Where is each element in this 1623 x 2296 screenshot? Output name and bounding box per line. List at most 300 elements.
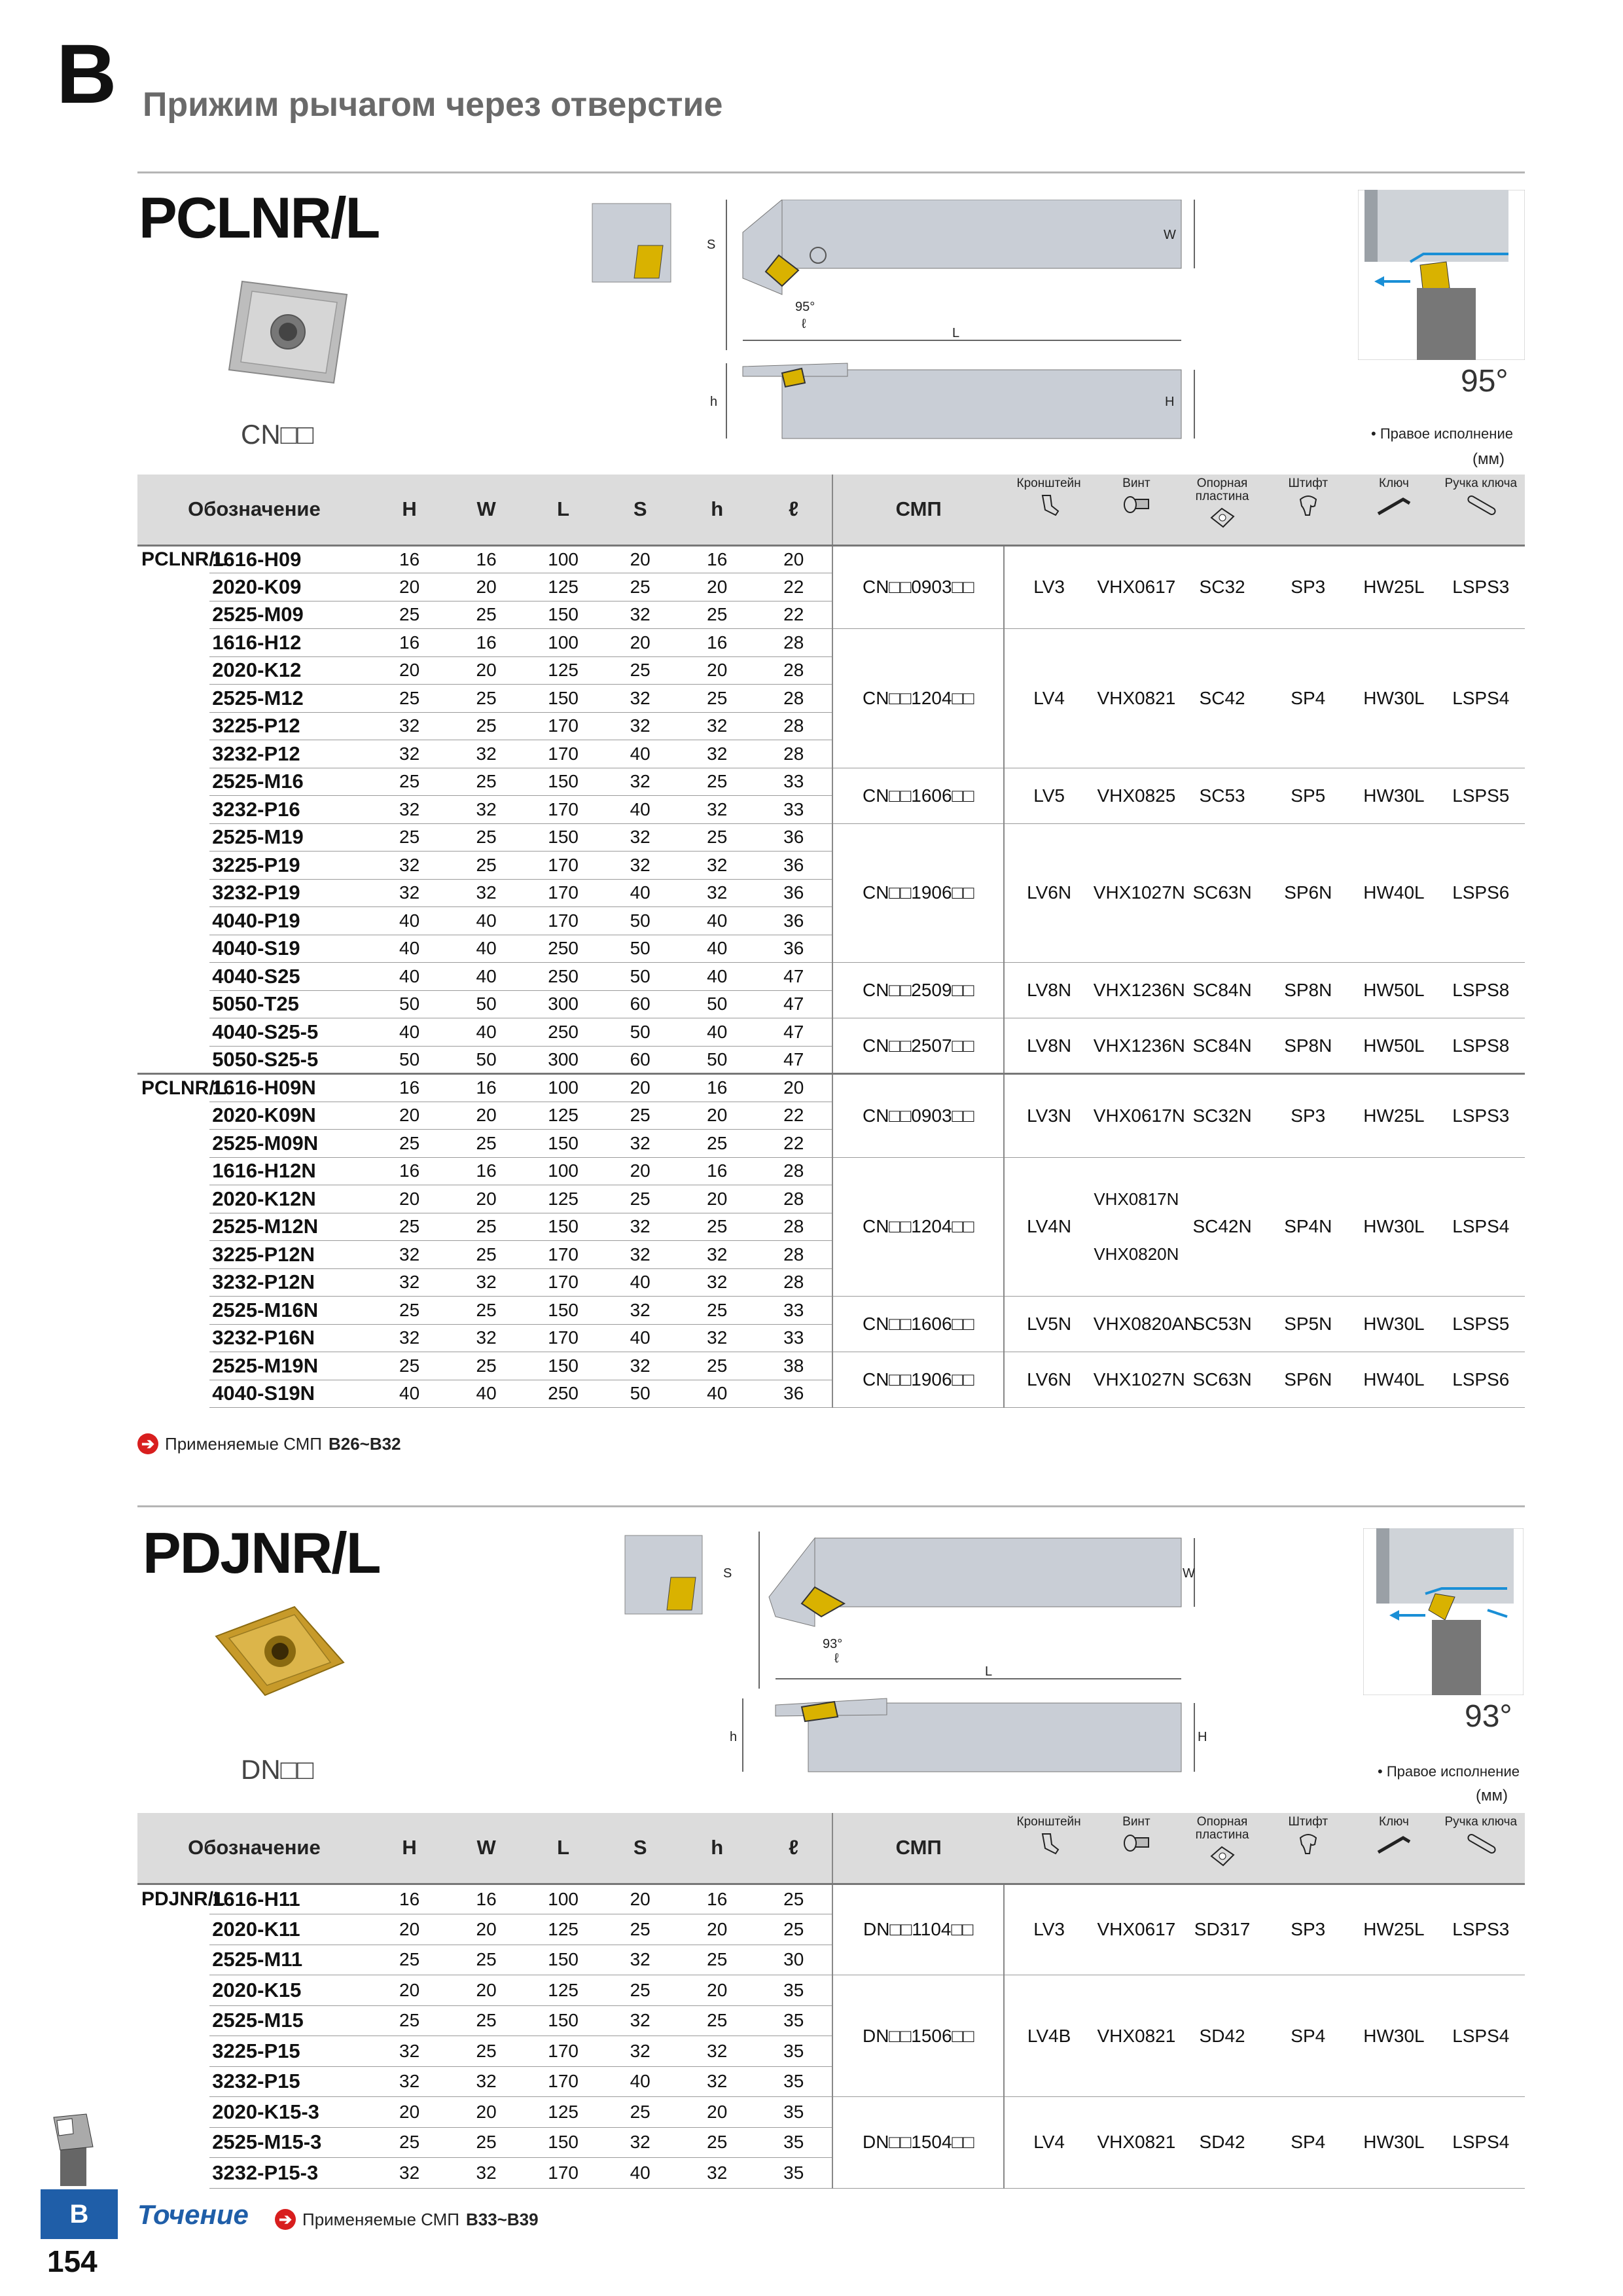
designation-code: 2525-M15-3 [209,2127,371,2158]
accessory-code: SC32 [1179,545,1265,629]
designation-code: 1616-H09N [209,1074,371,1102]
table-row [137,768,1525,796]
cell-l: 36 [755,879,832,907]
cell-L: 150 [525,768,602,796]
cell-L: 250 [525,1380,602,1408]
accessory-code: SD42 [1179,2097,1265,2189]
accessory-code: SP6N [1265,823,1351,963]
designation-code: 3232-P16 [209,796,371,824]
col-L: L [525,1813,602,1884]
insert-label-dn: DN□□ [241,1754,314,1785]
table-row [137,823,1525,852]
cell-l: 36 [755,935,832,963]
cell-h: 25 [679,685,756,713]
table-row [137,1352,1525,1380]
designation-code: 3225-P12 [209,712,371,740]
accessory-code: LSPS4 [1437,1975,1525,2097]
accessory-code: SC63N [1179,823,1265,963]
cell-H: 25 [371,1352,448,1380]
cell-L: 150 [525,1130,602,1158]
insert-photo-dn [196,1600,360,1718]
col-designation: Обозначение [137,475,371,545]
accessory-code: LSPS4 [1437,1157,1525,1297]
group-name [137,1352,209,1380]
cell-W: 50 [448,990,525,1018]
cell-H: 32 [371,2036,448,2067]
designation-code: 2525-M19 [209,823,371,852]
cell-H: 32 [371,1241,448,1269]
accessory-code: LSPS5 [1437,1297,1525,1352]
insert-code: CN□□2507□□ [832,1018,1004,1074]
cell-L: 170 [525,1268,602,1297]
cell-L: 170 [525,879,602,907]
cell-H: 25 [371,768,448,796]
cell-l: 36 [755,823,832,852]
dim-L-label: L [985,1664,993,1679]
group-name [137,907,209,935]
group-name [137,768,209,796]
col-accessory [1094,1813,1179,1884]
group-name [137,1945,209,1975]
cell-S: 25 [601,2097,679,2128]
group-name [137,1213,209,1241]
accessory-code: LV5N [1004,1297,1093,1352]
key-handle-icon [1461,1830,1501,1856]
side-tab: B [41,2189,118,2239]
accessory-code: VHX0817N VHX0820N [1094,1157,1179,1297]
cell-S: 50 [601,963,679,991]
page-number: 154 [47,2244,98,2278]
spec-table-body [137,545,1525,1408]
cell-l: 36 [755,852,832,880]
designation-code: 2020-K11 [209,1914,371,1945]
cell-W: 32 [448,2066,525,2097]
clamp-lever-icon [1036,1830,1062,1856]
group-name [137,1241,209,1269]
cell-h: 40 [679,1018,756,1047]
dim-w-label: W [1164,228,1176,242]
cell-L: 300 [525,1046,602,1074]
cell-L: 170 [525,1241,602,1269]
col-accessory [1351,1813,1436,1884]
cell-H: 32 [371,796,448,824]
cell-H: 40 [371,963,448,991]
accessory-code: VHX0820AN [1094,1297,1179,1352]
accessory-code: HW40L [1351,1352,1436,1408]
cell-S: 25 [601,1185,679,1213]
accessory-code: HW30L [1351,768,1436,823]
col-designation: Обозначение [137,1813,371,1884]
cell-H: 50 [371,990,448,1018]
accessory-code: SP4 [1265,1975,1351,2097]
cell-h: 16 [679,1884,756,1914]
designation-code: 2525-M11 [209,1945,371,1975]
cell-H: 32 [371,1268,448,1297]
col-l: ℓ [755,475,832,545]
accessory-code: SP5 [1265,768,1351,823]
cell-l: 25 [755,1914,832,1945]
cell-H: 40 [371,1380,448,1408]
designation-code: 2020-K15-3 [209,2097,371,2128]
group-name [137,629,209,657]
cell-H: 25 [371,685,448,713]
group-name [137,852,209,880]
accessory-code: HW25L [1351,545,1436,629]
table-row [137,1884,1525,1914]
cell-l: 28 [755,1185,832,1213]
cell-W: 40 [448,907,525,935]
cell-S: 50 [601,935,679,963]
insert-code: CN□□1606□□ [832,1297,1004,1352]
designation-code: 2525-M19N [209,1352,371,1380]
header-row [137,1813,1525,1884]
cell-S: 32 [601,601,679,629]
table-row [137,1975,1525,2006]
insert-label-cn: CN□□ [241,419,314,450]
accessory-code: VHX0821 [1094,1975,1179,2097]
key-handle-icon [1461,492,1501,518]
cell-S: 50 [601,907,679,935]
applicable-label: Применяемые СМП [302,2209,459,2229]
cell-S: 25 [601,1914,679,1945]
designation-code: 2525-M15 [209,2005,371,2036]
cell-h: 32 [679,2036,756,2067]
cell-L: 150 [525,1213,602,1241]
cell-H: 40 [371,1018,448,1047]
cell-L: 100 [525,1884,602,1914]
accessory-code: LV4N [1004,1157,1093,1297]
cell-L: 100 [525,1074,602,1102]
designation-code: 2525-M16N [209,1297,371,1325]
spec-table-header [137,1813,1525,1884]
right-hand-note-2: • Правое исполнение [1378,1763,1520,1780]
cell-h: 20 [679,656,756,685]
cell-S: 50 [601,1380,679,1408]
cell-h: 20 [679,1185,756,1213]
shim-icon [1207,1843,1238,1869]
pin-icon [1295,1830,1321,1856]
accessory-code: HW50L [1351,963,1436,1018]
designation-code: 1616-H12N [209,1157,371,1185]
cell-W: 40 [448,963,525,991]
accessory-code: VHX0821 [1094,629,1179,768]
accessory-code: LV8N [1004,1018,1093,1074]
dim-angle-label: 95° [795,300,815,314]
cell-h: 25 [679,1213,756,1241]
accessory-code: SP4 [1265,2097,1351,2189]
turning-tool-icon [41,2111,118,2186]
cell-S: 40 [601,1324,679,1352]
accessory-code: LSPS3 [1437,1074,1525,1158]
col-H: H [371,1813,448,1884]
cell-W: 32 [448,2158,525,2189]
cell-W: 16 [448,629,525,657]
cell-S: 60 [601,990,679,1018]
cell-h: 32 [679,796,756,824]
accessory-code: SP5N [1265,1297,1351,1352]
designation-code: 2525-M09 [209,601,371,629]
cell-l: 33 [755,1297,832,1325]
accessory-code: HW50L [1351,1018,1436,1074]
group-name [137,823,209,852]
group-name [137,1046,209,1074]
accessory-code: SC84N [1179,1018,1265,1074]
accessory-code: HW30L [1351,1975,1436,2097]
cell-S: 32 [601,1352,679,1380]
page-header: Прижим рычагом через отверстие [143,86,723,124]
accessory-code: VHX0617 [1094,545,1179,629]
cell-L: 170 [525,796,602,824]
cell-H: 40 [371,935,448,963]
units-note-1: (мм) [1472,450,1505,468]
cell-l: 22 [755,1130,832,1158]
designation-code: 3232-P16N [209,1324,371,1352]
cell-h: 40 [679,935,756,963]
cell-h: 25 [679,1130,756,1158]
accessory-label: Ключ [1379,1815,1409,1829]
cell-L: 150 [525,1945,602,1975]
group-name [137,2127,209,2158]
cell-L: 170 [525,2158,602,2189]
applicable-range: B26~B32 [328,1433,401,1454]
col-accessory [1265,1813,1351,1884]
cell-l: 28 [755,656,832,685]
cell-H: 25 [371,601,448,629]
cell-l: 20 [755,545,832,573]
group-name [137,1380,209,1408]
group-name [137,2005,209,2036]
cell-l: 28 [755,1268,832,1297]
divider [137,171,1525,173]
cell-S: 32 [601,768,679,796]
cell-S: 32 [601,1213,679,1241]
group-name [137,1102,209,1130]
designation-code: 1616-H09 [209,545,371,573]
cell-L: 100 [525,545,602,573]
insert-code: CN□□1906□□ [832,823,1004,963]
col-accessory [1265,475,1351,545]
col-accessory [1179,475,1265,545]
accessory-code: VHX1027N [1094,823,1179,963]
cell-l: 28 [755,629,832,657]
accessory-code: LSPS8 [1437,963,1525,1018]
applicable-range: B33~B39 [465,2209,539,2229]
group-name [137,1268,209,1297]
cell-S: 40 [601,2066,679,2097]
designation-code: 3232-P15-3 [209,2158,371,2189]
cell-l: 36 [755,907,832,935]
cell-L: 170 [525,2066,602,2097]
group-name [137,990,209,1018]
designation-code: 2020-K09 [209,573,371,601]
cell-L: 150 [525,601,602,629]
side-label: Точение [137,2199,249,2230]
group-name [137,573,209,601]
group-name [137,935,209,963]
cell-h: 40 [679,963,756,991]
designation-code: 5050-S25-5 [209,1046,371,1074]
cell-h: 16 [679,1074,756,1102]
accessory-code: SC42N [1179,1157,1265,1297]
cell-L: 125 [525,1102,602,1130]
cell-h: 25 [679,1945,756,1975]
insert-photo-cn [216,268,360,393]
designation-code: 4040-P19 [209,907,371,935]
accessory-code: LSPS3 [1437,1884,1525,1975]
cell-l: 36 [755,1380,832,1408]
group-name [137,1185,209,1213]
cell-S: 50 [601,1018,679,1047]
cell-H: 25 [371,823,448,852]
dim-h-label: h [730,1730,738,1744]
group-name [137,2158,209,2189]
cell-l: 38 [755,1352,832,1380]
cell-h: 25 [679,2127,756,2158]
cell-l: 35 [755,2066,832,2097]
cell-h: 20 [679,573,756,601]
accessory-code: SD317 [1179,1884,1265,1975]
accessory-label: Опорная пластина [1195,1815,1249,1842]
cell-S: 25 [601,1975,679,2006]
holder-drawing-pclnr [586,200,1221,448]
designation-code: 2020-K12N [209,1185,371,1213]
col-accessory [1351,475,1436,545]
designation-code: 4040-S19N [209,1380,371,1408]
cell-H: 32 [371,740,448,768]
approach-angle-pclnr: 95° [1461,364,1508,399]
group-name [137,2097,209,2128]
spec-table-body [137,1884,1525,2188]
header-row [137,475,1525,545]
cell-S: 20 [601,629,679,657]
clamp-lever-icon [1036,492,1062,518]
accessory-code: SP3 [1265,545,1351,629]
cell-L: 170 [525,852,602,880]
designation-code: 2020-K12 [209,656,371,685]
designation-code: 2525-M09N [209,1130,371,1158]
accessory-code: SC84N [1179,963,1265,1018]
cell-S: 20 [601,1157,679,1185]
cell-L: 150 [525,1352,602,1380]
cell-S: 25 [601,656,679,685]
cell-W: 20 [448,573,525,601]
accessory-code: SC53N [1179,1297,1265,1352]
cell-H: 16 [371,629,448,657]
group-name [137,601,209,629]
screw-icon [1121,1830,1151,1856]
cell-H: 32 [371,1324,448,1352]
group-name [137,740,209,768]
table-row [137,545,1525,573]
cell-L: 170 [525,1324,602,1352]
insert-code: CN□□1906□□ [832,1352,1004,1408]
table-row [137,1074,1525,1102]
arrow-right-icon: ➔ [275,2209,296,2230]
cell-l: 35 [755,2097,832,2128]
table-row [137,2097,1525,2128]
applicable-inserts-note-2 [275,2209,539,2230]
accessory-label: Штифт [1288,476,1329,490]
cell-l: 22 [755,601,832,629]
spec-table-header [137,475,1525,545]
accessory-code: SC32N [1179,1074,1265,1158]
cell-L: 170 [525,740,602,768]
cell-L: 250 [525,1018,602,1047]
cell-h: 50 [679,1046,756,1074]
cell-l: 47 [755,990,832,1018]
cell-W: 16 [448,1074,525,1102]
group-name [137,1914,209,1945]
accessory-code: VHX0821 [1094,2097,1179,2189]
accessory-code: VHX0617 [1094,1884,1179,1975]
group-name [137,656,209,685]
cell-l: 35 [755,1975,832,2006]
accessory-code: SC53 [1179,768,1265,823]
dim-h-label: h [710,395,718,409]
cell-l: 35 [755,2158,832,2189]
cell-W: 50 [448,1046,525,1074]
accessory-code: SP4 [1265,629,1351,768]
cell-W: 25 [448,685,525,713]
cell-S: 32 [601,2005,679,2036]
cell-h: 32 [679,712,756,740]
cell-L: 250 [525,963,602,991]
cell-W: 25 [448,1213,525,1241]
cell-H: 50 [371,1046,448,1074]
cell-h: 20 [679,2097,756,2128]
insert-code: CN□□0903□□ [832,1074,1004,1158]
cell-L: 150 [525,2005,602,2036]
designation-code: 4040-S25 [209,963,371,991]
cell-h: 16 [679,629,756,657]
cell-S: 20 [601,545,679,573]
cell-W: 25 [448,2127,525,2158]
cell-h: 50 [679,990,756,1018]
accessory-code: VHX0617N [1094,1074,1179,1158]
designation-code: 2525-M12 [209,685,371,713]
cell-h: 40 [679,1380,756,1408]
cell-l: 47 [755,1046,832,1074]
group-name [137,2036,209,2067]
designation-code: 3232-P12N [209,1268,371,1297]
group-name [137,2066,209,2097]
cell-S: 32 [601,2036,679,2067]
cell-l: 28 [755,685,832,713]
dim-angle-label: 93° [823,1637,843,1651]
cell-H: 20 [371,1102,448,1130]
group-name [137,1975,209,2006]
cell-W: 25 [448,768,525,796]
cell-h: 16 [679,545,756,573]
cell-W: 16 [448,1157,525,1185]
cell-W: 16 [448,545,525,573]
group-name [137,1130,209,1158]
col-S: S [601,1813,679,1884]
accessory-code: LSPS4 [1437,629,1525,768]
cutting-diagram-pdjnr [1363,1528,1524,1695]
col-accessory [1437,1813,1525,1884]
cell-S: 40 [601,740,679,768]
accessory-code: LSPS6 [1437,1352,1525,1408]
accessory-label: Винт [1122,1815,1150,1829]
cell-W: 32 [448,879,525,907]
col-H: H [371,475,448,545]
group-name [137,1297,209,1325]
accessory-code: LV8N [1004,963,1093,1018]
designation-code: 2020-K09N [209,1102,371,1130]
cell-H: 32 [371,879,448,907]
cell-h: 20 [679,1102,756,1130]
